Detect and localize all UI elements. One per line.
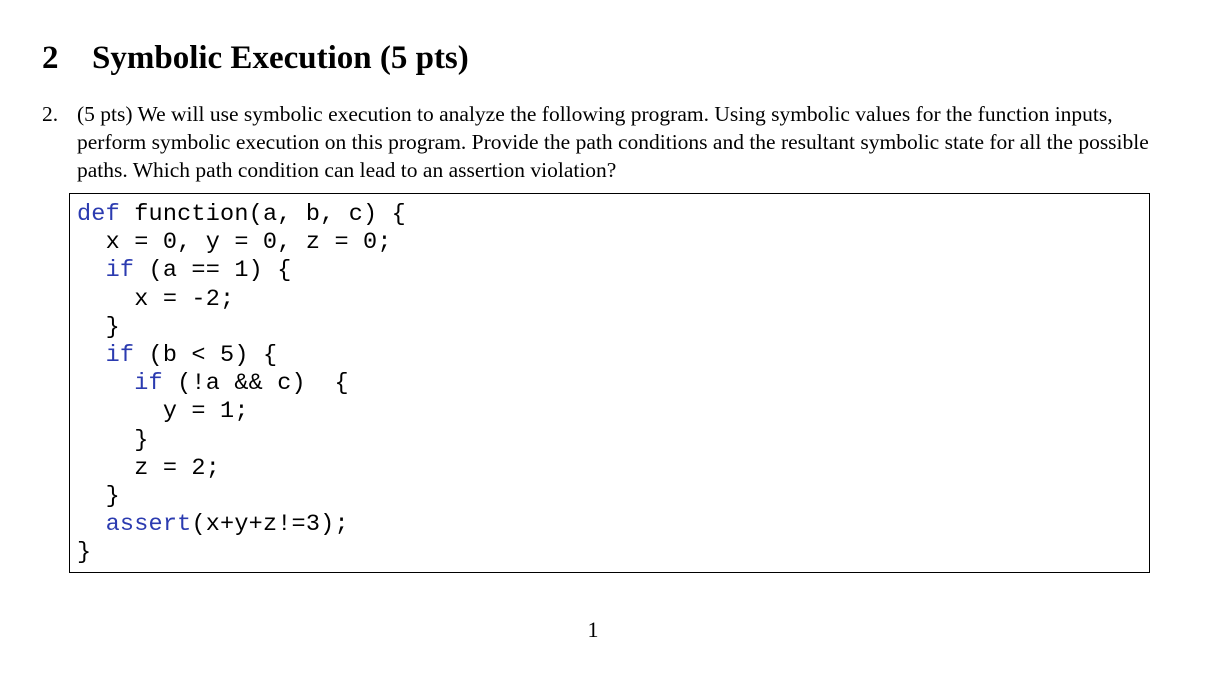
code-text: x = 0, y = 0, z = 0; xyxy=(105,229,392,257)
code-line xyxy=(77,511,406,539)
code-indent xyxy=(77,370,134,397)
code-keyword: assert xyxy=(105,511,192,539)
code-line xyxy=(77,370,406,398)
section-heading xyxy=(42,36,469,80)
code-keyword: if xyxy=(134,370,163,398)
code-text: (b < 5) { xyxy=(134,341,278,369)
code-text: y = 1; xyxy=(162,398,249,426)
code-text: (a == 1) { xyxy=(134,257,292,285)
code-line xyxy=(77,342,406,370)
code-indent xyxy=(77,314,106,341)
code-keyword: if xyxy=(105,257,135,285)
code-indent xyxy=(77,511,106,538)
code-line xyxy=(77,229,406,257)
page-number: 1 xyxy=(587,617,599,642)
code-keyword: def xyxy=(77,201,120,228)
question-text: (5 pts) We will use symbolic execution to analyze the following program. Using symbolic values for the function inputs, perform symbolic execution on this program. Provide the path conditions and the resultant symbolic state for all the possible paths. Which path condition can lead to an assertion violation? xyxy=(77,102,1149,182)
code-text: (!a && c) { xyxy=(162,370,349,398)
code-indent xyxy=(77,342,106,369)
code-text: } xyxy=(77,539,92,567)
code-line xyxy=(77,398,406,426)
section-number: 2 xyxy=(42,40,59,76)
code-indent xyxy=(77,286,134,313)
code-indent xyxy=(77,455,134,482)
question-number: 2. xyxy=(42,102,59,126)
code-listing-box xyxy=(69,193,1150,573)
code-text: } xyxy=(105,313,120,341)
code-text: } xyxy=(134,426,149,454)
code-text: z = 2; xyxy=(134,454,221,482)
code-indent xyxy=(77,483,106,510)
question-block xyxy=(42,100,1152,184)
code-text: function(a, b, c) { xyxy=(119,201,406,228)
code-line xyxy=(77,483,406,511)
code-indent xyxy=(77,229,106,256)
code-line xyxy=(77,455,406,483)
code-line xyxy=(77,286,406,314)
code-line xyxy=(77,427,406,455)
code-line xyxy=(77,539,406,567)
code-line xyxy=(77,257,406,285)
code-keyword: if xyxy=(105,341,135,369)
code-indent xyxy=(77,257,106,284)
code-listing xyxy=(77,201,406,567)
code-line xyxy=(77,314,406,342)
code-text: (x+y+z!=3); xyxy=(191,511,349,539)
code-indent xyxy=(77,427,134,454)
code-indent xyxy=(77,398,163,425)
section-title: Symbolic Execution (5 pts) xyxy=(92,40,469,76)
code-text: } xyxy=(105,482,120,510)
code-text: x = -2; xyxy=(134,285,235,313)
code-line xyxy=(77,201,406,229)
